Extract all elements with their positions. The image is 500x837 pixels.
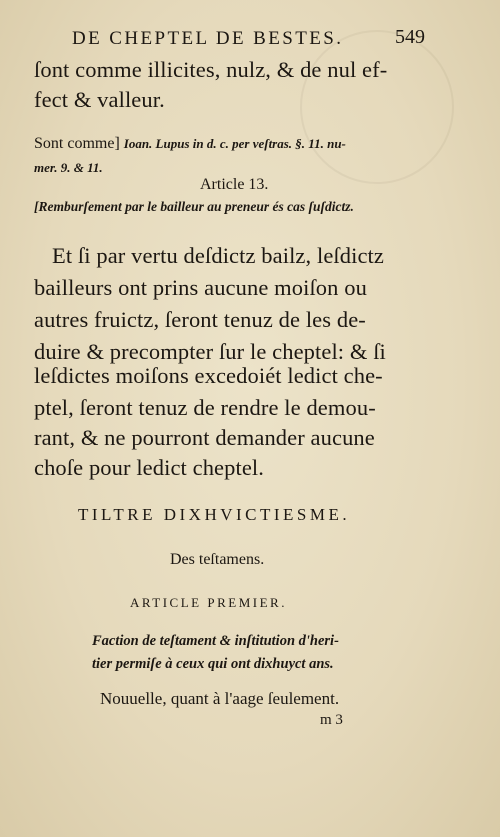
paragraph-line-6: ptel, ſeront tenuz de rendre le demou-: [34, 395, 376, 420]
continuation-line-1: ſont comme illicites, nulz, & de nul ef-: [34, 57, 388, 82]
signature-mark: m 3: [320, 712, 343, 728]
paragraph-line-1: Et ſi par vertu deſdictz bailz, leſdictz: [52, 243, 384, 268]
article-premier-heading: ARTICLE PREMIER.: [130, 595, 287, 610]
paragraph-line-7: rant, & ne pourront demander aucune: [34, 425, 375, 450]
paragraph-line-5: leſdictes moiſons excedoiét ledict che-: [34, 363, 383, 388]
show-through-stamp: [300, 30, 454, 184]
article-rubric: [Remburſement par le bailleur au preneur és cas ſuſdictz.: [34, 199, 354, 214]
testament-rubric-2: tier permiſe à ceux qui ont dixhuyct ans.: [92, 656, 334, 672]
note-prefix: Sont comme]: [34, 135, 120, 152]
paragraph-line-4: duire & precompter ſur le cheptel: & ſi: [34, 339, 386, 364]
paragraph-line-8: choſe pour ledict cheptel.: [34, 455, 265, 480]
note-reference-2: mer. 9. & 11.: [34, 160, 103, 175]
title-heading: TILTRE DIXHVICTIESME.: [78, 505, 351, 524]
testament-rubric-1: Faction de teſtament & inſtitution d'heri-: [92, 633, 339, 649]
continuation-line-2: fect & valleur.: [34, 87, 165, 112]
page-number: 549: [395, 26, 425, 48]
paragraph-line-2: bailleurs ont prins aucune moiſon ou: [34, 275, 367, 300]
title-subheading: Des teſtamens.: [170, 551, 265, 568]
running-head: DE CHEPTEL DE BESTES.: [72, 28, 344, 49]
testament-text: Nouuelle, quant à l'aage ſeulement.: [100, 689, 340, 708]
marginal-note: [34, 135, 346, 153]
paragraph-line-3: autres fruictz, ſeront tenuz de les de-: [34, 307, 366, 332]
note-reference-1: Ioan. Lupus in d. c. per veſtras. §. 11. nu-: [123, 136, 346, 151]
article-label: Article 13.: [200, 176, 269, 193]
